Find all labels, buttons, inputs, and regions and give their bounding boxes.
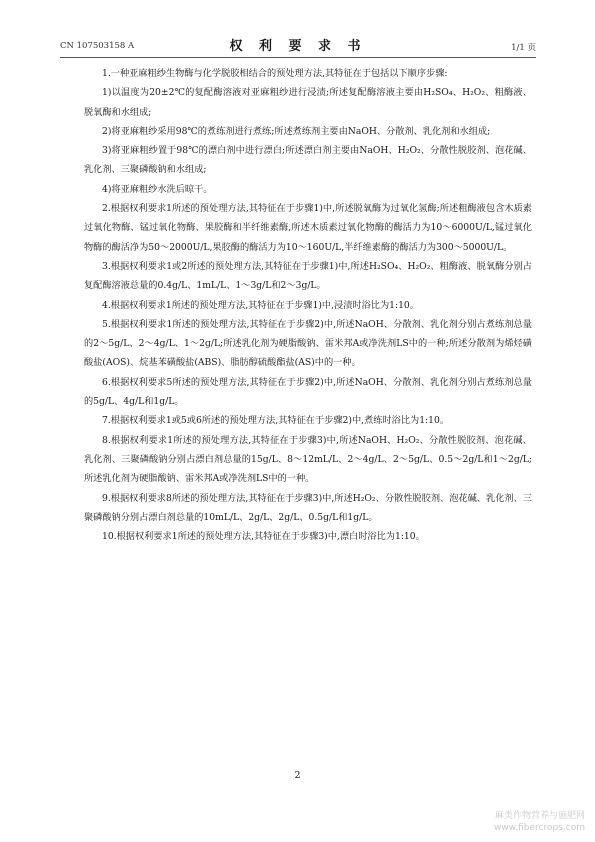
claim-1-step-1: 1)以温度为20±2℃的复配酶溶液对亚麻粗纱进行浸渍;所述复配酶溶液主要由H₂SO₄、H₂O₂、粗酶液、脱氧酶和水组成;: [84, 87, 532, 118]
claim-8: 8.根据权利要求1所述的预处理方法,其特征在于步骤3)中,所述NaOH、H₂O₂、分散性脱胶剂、泡花碱、乳化剂、三聚磷酸钠分别占漂白剂总量的15g/L、8～12mL/L、2～4g/L、2～5g/L、0.5～2g/L和1～2g/L;所述乳化剂为硬脂酸钠、雷米邦A或净洗剂LS中的一种。: [84, 434, 532, 485]
claim-6: 6.根据权利要求5所述的预处理方法,其特征在于步骤2)中,所述NaOH、分散剂、乳化剂分别占煮练剂总量的5g/L、4g/L和1g/L。: [84, 376, 532, 408]
claims-body: [84, 64, 532, 546]
page-header: [60, 35, 536, 57]
watermark-site-name: 麻类作物营养与施肥网: [494, 811, 585, 821]
claim-3: 3.根据权利要求1或2所述的预处理方法,其特征在于步骤1)中,所述H₂SO₄、H₂O₂、粗酶液、脱氧酶分别占复配酶溶液总量的0.4g/L、1mL/L、1～3g/L和2～3g/L。: [84, 260, 532, 292]
claim-1-step-3: 3)将亚麻粗纱置于98℃的漂白剂中进行漂白;所述漂白剂主要由NaOH、H₂O₂、分散性脱胶剂、泡花碱、乳化剂、三聚磷酸钠和水组成;: [84, 145, 532, 176]
document-title: 权 利 要 求 书: [229, 39, 367, 54]
claim-10: 10.根据权利要求1所述的预处理方法,其特征在于步骤3)中,漂白时浴比为1:10。: [102, 531, 425, 543]
claim-4: 4.根据权利要求1所述的预处理方法,其特征在于步骤1)中,浸渍时浴比为1:10。: [102, 299, 419, 311]
claim-1-intro: 1.一种亚麻粗纱生物酶与化学脱胶相结合的预处理方法,其特征在于包括以下顺序步骤:: [102, 68, 448, 79]
claim-1-step-4: 4)将亚麻粗纱水洗后晾干。: [102, 183, 213, 195]
patent-number: CN 107503158 A: [60, 41, 135, 51]
page-indicator: 1/1 页: [511, 43, 536, 53]
claim-2: 2.根据权利要求1所述的预处理方法,其特征在于步骤1)中,所述脱氧酶为过氧化氢酶;所述粗酶液包含木质素过氧化物酶、锰过氧化物酶、果胶酶和半纤维素酶,所述木质素过氧化物酶的酶活力为10～6000U/L,锰过氧化物酶的酶活净为50～2000U/L,果胶酶的酶活力为10～160U/L,半纤维素酶的酶活力为300～5000U/L。: [84, 203, 532, 253]
claim-9: 9.根据权利要求8所述的预处理方法,其特征在于步骤3)中,所述H₂O₂、分散性脱胶剂、泡花碱、乳化剂、三聚磷酸钠分别占漂白剂总量的10mL/L、2g/L、2g/L、0.5g/L和1g/L。: [84, 492, 532, 523]
claim-5: 5.根据权利要求1所述的预处理方法,其特征在于步骤2)中,所述NaOH、分散剂、乳化剂分别占煮练剂总量的2～5g/L、2～4g/L、1～2g/L;所述乳化剂为硬脂酸钠、雷米邦A或净洗剂LS中的一种;所述分散剂为烯烃磺酸盐(AOS)、烷基苯磺酸盐(ABS)、脂肪醇硫酸酯盐(AS)中的一种。: [84, 318, 532, 369]
page-number: 2: [294, 770, 301, 781]
watermark-site-url: www.fibercrops.com: [494, 823, 585, 833]
claim-1-step-2: 2)将亚麻粗纱采用98℃的煮练剂进行煮练;所述煮练剂主要由NaOH、分散剂、乳化剂和水组成;: [102, 125, 491, 137]
header-divider: [60, 57, 536, 58]
claim-7: 7.根据权利要求1或5或6所述的预处理方法,其特征在于步骤2)中,煮练时浴比为1:10。: [102, 415, 450, 427]
site-watermark: [494, 810, 585, 834]
